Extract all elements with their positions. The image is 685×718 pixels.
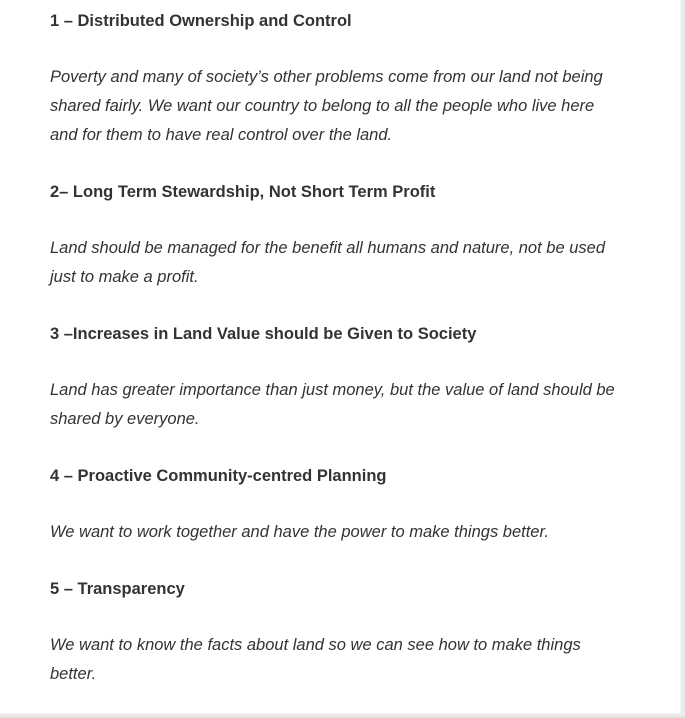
principle-2 xyxy=(50,179,660,292)
principle-3-line-1: Land has greater importance than just money, but the value of land should be xyxy=(50,381,615,399)
principle-5 xyxy=(50,576,660,689)
principle-5-heading: 5 – Transparency xyxy=(50,580,185,598)
page-bottom-edge-shadow xyxy=(0,713,685,718)
principle-3-line-2: shared by everyone. xyxy=(50,410,200,428)
principle-1-line-2: shared fairly. We want our country to belong to all the people who live here xyxy=(50,97,595,115)
principle-1 xyxy=(50,8,660,150)
principle-3 xyxy=(50,321,660,434)
principle-4-heading: 4 – Proactive Community-centred Planning xyxy=(50,467,387,485)
principle-1-line-3: and for them to have real control over the land. xyxy=(50,126,393,144)
principle-1-heading: 1 – Distributed Ownership and Control xyxy=(50,12,352,30)
principle-4-line-1: We want to work together and have the power to make things better. xyxy=(50,523,549,541)
principle-2-body xyxy=(50,234,660,292)
principle-5-line-1: We want to know the facts about land so we can see how to make things xyxy=(50,636,581,654)
principle-2-heading: 2– Long Term Stewardship, Not Short Term Profit xyxy=(50,183,436,201)
principle-2-line-1: Land should be managed for the benefit all humans and nature, not be used xyxy=(50,239,605,257)
principle-1-line-1: Poverty and many of society’s other problems come from our land not being xyxy=(50,68,603,86)
principle-2-line-2: just to make a profit. xyxy=(50,268,199,286)
principle-5-line-2: better. xyxy=(50,665,97,683)
principles-list xyxy=(50,8,660,689)
principle-5-body xyxy=(50,631,660,689)
principle-4 xyxy=(50,463,660,547)
principle-3-heading: 3 –Increases in Land Value should be Given to Society xyxy=(50,325,477,343)
principle-3-body xyxy=(50,376,660,434)
page-right-edge-shadow xyxy=(680,0,685,718)
principle-1-body xyxy=(50,63,660,150)
principle-4-body xyxy=(50,518,660,547)
